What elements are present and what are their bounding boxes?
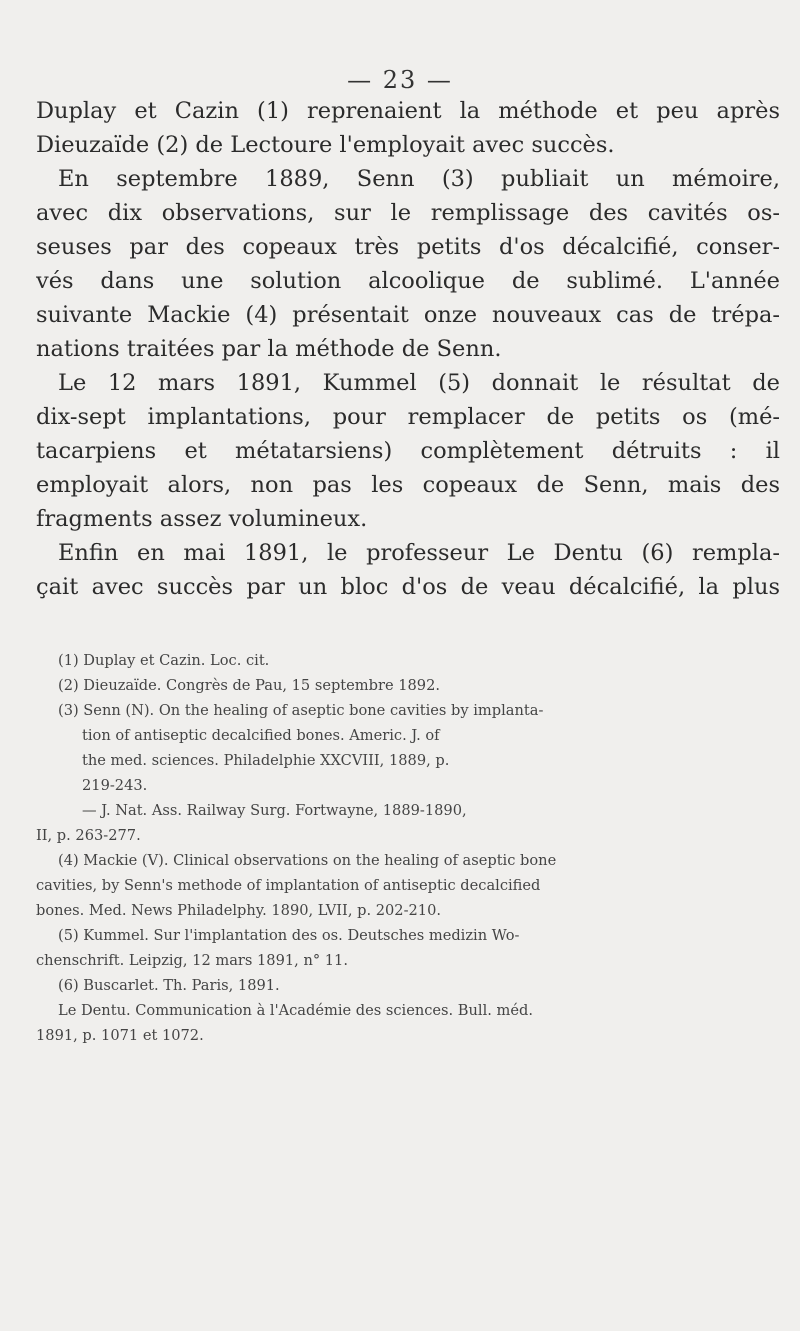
body-line: Duplay et Cazin (1) reprenaient la méthode et peu après <box>36 98 780 124</box>
footnote-line: the med. sciences. Philadelphie XXCVIII, 1889, p. <box>82 752 450 769</box>
body-line: çait avec succès par un bloc d'os de veau décalcifié, la plus <box>36 574 780 600</box>
body-line: dix-sept implantations, pour remplacer de petits os (mé- <box>36 404 780 430</box>
body-line: nations traitées par la méthode de Senn. <box>36 336 502 362</box>
footnote-line: (1) Duplay et Cazin. Loc. cit. <box>58 652 270 669</box>
body-line: suivante Mackie (4) présentait onze nouveaux cas de trépa- <box>36 302 780 328</box>
footnote-line: cavities, by Senn's methode of implantation of antiseptic decalcified <box>36 877 541 894</box>
body-line: avec dix observations, sur le remplissage des cavités os- <box>36 200 780 226</box>
footnote-line: 1891, p. 1071 et 1072. <box>36 1027 204 1044</box>
body-line: employait alors, non pas les copeaux de Senn, mais des <box>36 472 780 498</box>
footnote-line: — J. Nat. Ass. Railway Surg. Fortwayne, 1889-1890, <box>82 802 467 819</box>
footnote-line: bones. Med. News Philadelphy. 1890, LVII, p. 202-210. <box>36 902 442 919</box>
footnote-line: chenschrift. Leipzig, 12 mars 1891, n° 11. <box>36 952 348 969</box>
body-text <box>36 94 780 604</box>
body-line: Enfin en mai 1891, le professeur Le Dentu (6) rempla- <box>58 540 780 566</box>
footnote-line: (6) Buscarlet. Th. Paris, 1891. <box>58 977 280 994</box>
footnote-line: (3) Senn (N). On the healing of aseptic bone cavities by implanta- <box>58 702 544 719</box>
body-line: tacarpiens et métatarsiens) complètement détruits : il <box>36 438 780 464</box>
footnote-line: (5) Kummel. Sur l'implantation des os. Deutsches medizin Wo- <box>58 927 520 944</box>
footnote-line: tion of antiseptic decalcified bones. Americ. J. of <box>82 727 440 744</box>
body-line: Dieuzaïde (2) de Lectoure l'employait avec succès. <box>36 132 615 158</box>
body-line: Le 12 mars 1891, Kummel (5) donnait le résultat de <box>58 370 780 396</box>
footnote-line: II, p. 263-277. <box>36 827 141 844</box>
body-line: vés dans une solution alcoolique de sublimé. L'année <box>36 268 780 294</box>
footnotes <box>36 648 780 1048</box>
body-line: fragments assez volumineux. <box>36 506 368 532</box>
body-line: En septembre 1889, Senn (3) publiait un mémoire, <box>58 166 780 192</box>
footnote-line: (4) Mackie (V). Clinical observations on the healing of aseptic bone <box>58 852 557 869</box>
footnote-line: Le Dentu. Communication à l'Académie des sciences. Bull. méd. <box>58 1002 534 1019</box>
footnote-line: (2) Dieuzaïde. Congrès de Pau, 15 septembre 1892. <box>58 677 441 694</box>
footnote-line: 219-243. <box>82 777 148 794</box>
body-line: seuses par des copeaux très petits d'os décalcifié, conser- <box>36 234 780 260</box>
page-number: — 23 — <box>347 66 453 94</box>
